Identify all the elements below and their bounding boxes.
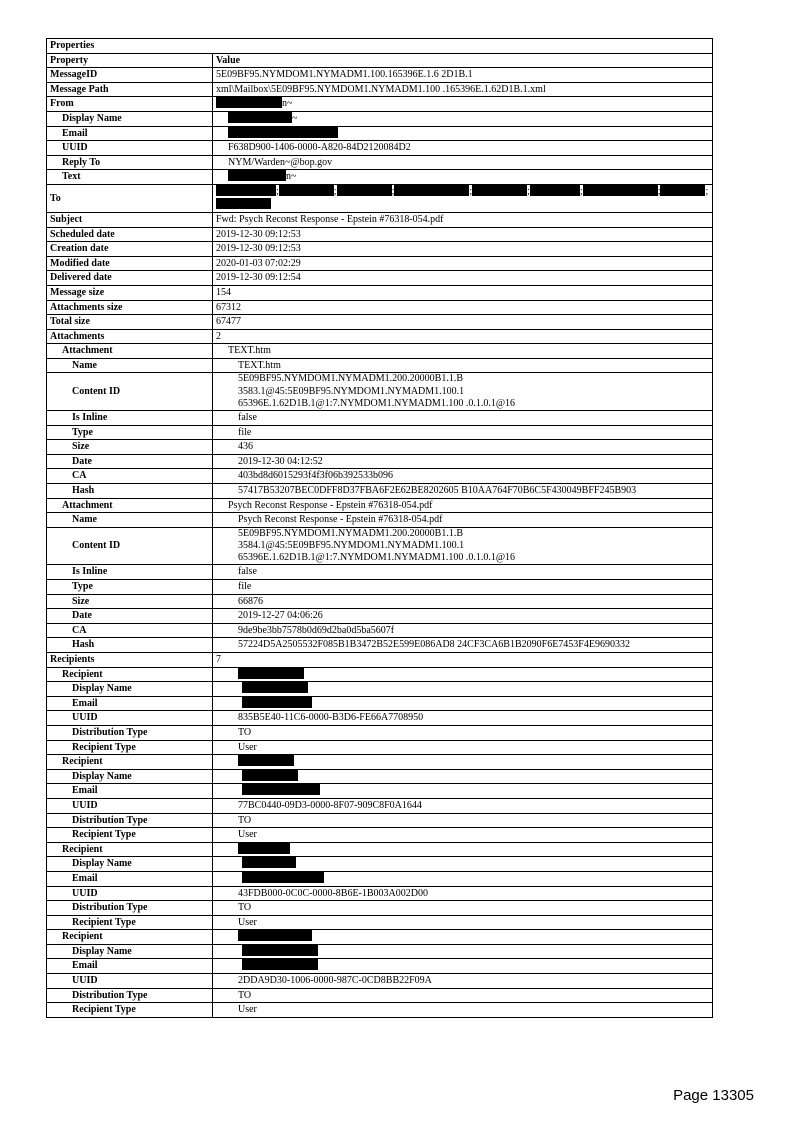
table-row	[47, 667, 713, 682]
redaction-block	[216, 185, 276, 196]
property-modified-date-label: Modified date	[47, 256, 213, 271]
property-date-value: 2019-12-30 04:12:52	[213, 454, 713, 469]
property-attachment-label: Attachment	[47, 498, 213, 513]
property-subject-value: Fwd: Psych Reconst Response - Epstein #76318-054.pdf	[213, 212, 713, 227]
property-total-size-label: Total size	[47, 315, 213, 330]
property-size-label: Size	[47, 594, 213, 609]
table-row	[47, 930, 713, 945]
property-date-value: 2019-12-27 04:06:26	[213, 609, 713, 624]
separator: ;	[579, 186, 583, 198]
table-row	[47, 184, 713, 212]
property-distribution-type-value: TO	[213, 988, 713, 1003]
redaction-block	[242, 959, 318, 970]
property-uuid-value: 77BC0440-09D3-0000-8F07-909C8F0A1644	[213, 798, 713, 813]
property-attachments-label: Attachments	[47, 329, 213, 344]
property-attachment-value: TEXT.htm	[213, 344, 713, 359]
redaction-block	[530, 185, 580, 196]
property-attachment-value: Psych Reconst Response - Epstein #76318-054.pdf	[213, 498, 713, 513]
property-message-size-value: 154	[213, 285, 713, 300]
property-uuid-label: UUID	[47, 974, 213, 989]
property-recipient-value	[213, 930, 713, 945]
property-recipient-type-value: User	[213, 1003, 713, 1018]
table-row	[47, 769, 713, 784]
property-email-label: Email	[47, 784, 213, 799]
content-id-line: 65396E.1.62D1B.1@1:7.NYMDOM1.NYMADM1.100 .0.1.0.1@16	[238, 552, 516, 564]
table-row	[47, 111, 713, 126]
property-type-label: Type	[47, 425, 213, 440]
property-attachments-size-value: 67312	[213, 300, 713, 315]
table-row	[47, 638, 713, 653]
separator: ;	[333, 186, 337, 198]
property-reply-to-value: NYM/Warden~@bop.gov	[213, 155, 713, 170]
property-text-label: Text	[47, 170, 213, 185]
table-row	[47, 315, 713, 330]
table-row	[47, 440, 713, 455]
table-row	[47, 828, 713, 843]
property-message-size-label: Message size	[47, 285, 213, 300]
property-hash-label: Hash	[47, 638, 213, 653]
property-display-name-label: Display Name	[47, 944, 213, 959]
property-size-label: Size	[47, 440, 213, 455]
property-uuid-label: UUID	[47, 141, 213, 156]
content-id-line: 65396E.1.62D1B.1@1:7.NYMDOM1.NYMADM1.100 .0.1.0.1@16	[238, 397, 516, 409]
property-email-value	[213, 126, 713, 141]
table-row	[47, 886, 713, 901]
property-attachments-size-label: Attachments size	[47, 300, 213, 315]
property-creation-date-value: 2019-12-30 09:12:53	[213, 242, 713, 257]
redaction-block	[242, 770, 298, 781]
table-row	[47, 959, 713, 974]
table-row	[47, 126, 713, 141]
property-name-label: Name	[47, 358, 213, 373]
property-attachment-label: Attachment	[47, 344, 213, 359]
property-name-value: Psych Reconst Response - Epstein #76318-054.pdf	[213, 513, 713, 528]
property-uuid-value: 43FDB000-0C0C-0000-8B6E-1B003A002D00	[213, 886, 713, 901]
property-display-name-label: Display Name	[47, 769, 213, 784]
table-row	[47, 682, 713, 697]
table-row	[47, 469, 713, 484]
table-row	[47, 411, 713, 426]
property-recipients-label: Recipients	[47, 653, 213, 668]
property-ca-value: 9de9be3bb7578b0d69d2ba0d5ba5607f	[213, 623, 713, 638]
property-recipient-label: Recipient	[47, 667, 213, 682]
property-content-id-value	[213, 373, 713, 411]
redaction-block	[238, 930, 312, 941]
property-recipient-value	[213, 842, 713, 857]
property-email-value	[213, 871, 713, 886]
property-hash-label: Hash	[47, 484, 213, 499]
property-is-inline-label: Is Inline	[47, 565, 213, 580]
content-id-line: 5E09BF95.NYMDOM1.NYMADM1.200.20000B1.1.B	[238, 527, 464, 539]
content-id-line: 3583.1@45:5E09BF95.NYMDOM1.NYMADM1.100.1	[238, 385, 465, 397]
property-recipient-type-label: Recipient Type	[47, 740, 213, 755]
separator: ;	[391, 186, 395, 198]
property-recipient-type-value: User	[213, 740, 713, 755]
separator: ;	[657, 186, 661, 198]
property-distribution-type-label: Distribution Type	[47, 988, 213, 1003]
property-recipient-type-label: Recipient Type	[47, 915, 213, 930]
property-modified-date-value: 2020-01-03 07:02:29	[213, 256, 713, 271]
property-type-value: file	[213, 425, 713, 440]
property-message-path-label: Message Path	[47, 82, 213, 97]
property-to-value	[213, 184, 713, 212]
redaction-block	[228, 127, 288, 138]
section-title: Properties	[47, 39, 713, 54]
table-row	[47, 256, 713, 271]
property-delivered-date-label: Delivered date	[47, 271, 213, 286]
table-row	[47, 740, 713, 755]
property-email-label: Email	[47, 126, 213, 141]
property-message-path-value: xml\Mailbox\5E09BF95.NYMDOM1.NYMADM1.100 .165396E.1.62D1B.1.xml	[213, 82, 713, 97]
property-uuid-label: UUID	[47, 798, 213, 813]
table-row	[47, 498, 713, 513]
property-content-id-value	[213, 527, 713, 565]
column-header-value: Value	[213, 53, 713, 68]
table-row	[47, 141, 713, 156]
table-row	[47, 565, 713, 580]
table-row	[47, 901, 713, 916]
table-row	[47, 425, 713, 440]
redaction-block	[228, 112, 292, 123]
table-row	[47, 527, 713, 565]
property-content-id-label: Content ID	[47, 527, 213, 565]
table-row	[47, 1003, 713, 1018]
property-to-label: To	[47, 184, 213, 212]
separator: ;	[469, 186, 473, 198]
property-distribution-type-label: Distribution Type	[47, 813, 213, 828]
property-scheduled-date-value: 2019-12-30 09:12:53	[213, 227, 713, 242]
table-row	[47, 344, 713, 359]
redaction-block	[242, 872, 324, 883]
property-uuid-value: 835B5E40-11C6-0000-B3D6-FE66A7708950	[213, 711, 713, 726]
redaction-block	[583, 185, 658, 196]
table-row	[47, 68, 713, 83]
table-header-row	[47, 53, 713, 68]
property-recipient-type-label: Recipient Type	[47, 1003, 213, 1018]
table-row	[47, 285, 713, 300]
table-row	[47, 227, 713, 242]
property-recipient-label: Recipient	[47, 842, 213, 857]
property-messageid-value: 5E09BF95.NYMDOM1.NYMADM1.100.165396E.1.6 2D1B.1	[213, 68, 713, 83]
property-date-label: Date	[47, 609, 213, 624]
redaction-block	[337, 185, 392, 196]
property-distribution-type-value: TO	[213, 725, 713, 740]
property-distribution-type-value: TO	[213, 813, 713, 828]
property-delivered-date-value: 2019-12-30 09:12:54	[213, 271, 713, 286]
table-row	[47, 974, 713, 989]
property-display-name-label: Display Name	[47, 857, 213, 872]
table-row	[47, 755, 713, 770]
property-distribution-type-value: TO	[213, 901, 713, 916]
property-size-value: 66876	[213, 594, 713, 609]
property-recipient-label: Recipient	[47, 930, 213, 945]
property-uuid-label: UUID	[47, 886, 213, 901]
table-row	[47, 373, 713, 411]
content-id-line: 5E09BF95.NYMDOM1.NYMADM1.200.20000B1.1.B	[238, 373, 464, 385]
property-total-size-value: 67477	[213, 315, 713, 330]
property-is-inline-label: Is Inline	[47, 411, 213, 426]
table-row	[47, 798, 713, 813]
table-row	[47, 623, 713, 638]
property-email-label: Email	[47, 696, 213, 711]
redaction-block	[238, 668, 304, 679]
table-row	[47, 857, 713, 872]
property-scheduled-date-label: Scheduled date	[47, 227, 213, 242]
redaction-block	[238, 843, 290, 854]
table-row	[47, 653, 713, 668]
property-display-name-value	[213, 769, 713, 784]
redaction-block	[391, 185, 469, 198]
table-row	[47, 97, 713, 112]
table-row	[47, 454, 713, 469]
property-recipient-value	[213, 755, 713, 770]
property-is-inline-value: false	[213, 411, 713, 426]
section-title-row	[47, 39, 713, 54]
table-row	[47, 988, 713, 1003]
content-id-line: 3584.1@45:5E09BF95.NYMDOM1.NYMADM1.100.1	[238, 540, 465, 552]
property-distribution-type-label: Distribution Type	[47, 725, 213, 740]
redaction-block	[242, 857, 296, 868]
redaction-suffix: n~	[282, 98, 293, 110]
table-row	[47, 580, 713, 595]
property-recipients-value: 7	[213, 653, 713, 668]
property-display-name-label: Display Name	[47, 682, 213, 697]
redaction-block	[472, 185, 527, 196]
redaction-block	[288, 127, 338, 138]
table-row	[47, 915, 713, 930]
table-row	[47, 329, 713, 344]
table-row	[47, 271, 713, 286]
property-ca-label: CA	[47, 623, 213, 638]
property-subject-label: Subject	[47, 212, 213, 227]
property-from-value	[213, 97, 713, 112]
table-row	[47, 155, 713, 170]
redaction-block	[242, 682, 308, 693]
separator: ;	[276, 186, 279, 198]
property-ca-value: 403bd8d6015293f4f3f06b392533b096	[213, 469, 713, 484]
property-display-name-value	[213, 111, 713, 126]
property-messageid-label: MessageID	[47, 68, 213, 83]
property-uuid-label: UUID	[47, 711, 213, 726]
property-uuid-value: 2DDA9D30-1006-0000-987C-0CD8BB22F09A	[213, 974, 713, 989]
property-text-value	[213, 170, 713, 185]
table-row	[47, 170, 713, 185]
redaction-block	[228, 170, 286, 181]
table-row	[47, 784, 713, 799]
property-email-value	[213, 784, 713, 799]
property-display-name-label: Display Name	[47, 111, 213, 126]
property-email-label: Email	[47, 871, 213, 886]
redaction-suffix: n~	[286, 171, 297, 183]
property-recipient-type-label: Recipient Type	[47, 828, 213, 843]
property-reply-to-label: Reply To	[47, 155, 213, 170]
redaction-block	[242, 697, 312, 708]
property-hash-value: 57224D5A2505532F085B1B3472B52E599E086AD8 24CF3CA6B1B2090F6E7453F4E9690332	[213, 638, 713, 653]
property-email-label: Email	[47, 959, 213, 974]
property-content-id-label: Content ID	[47, 373, 213, 411]
separator: ;	[705, 186, 709, 198]
redaction-block	[279, 185, 334, 196]
table-row	[47, 484, 713, 499]
table-row	[47, 725, 713, 740]
property-display-name-value	[213, 857, 713, 872]
table-row	[47, 358, 713, 373]
table-row	[47, 300, 713, 315]
table-row	[47, 842, 713, 857]
table-row	[47, 944, 713, 959]
property-display-name-value	[213, 944, 713, 959]
property-ca-label: CA	[47, 469, 213, 484]
property-hash-value: 57417B53207BEC0DFF8D37FBA6F2E62BE8202605 B10AA764F70B6C5F430049BFF245B903	[213, 484, 713, 499]
redaction-block	[657, 185, 705, 198]
property-distribution-type-label: Distribution Type	[47, 901, 213, 916]
table-row	[47, 513, 713, 528]
property-type-value: file	[213, 580, 713, 595]
property-name-value: TEXT.htm	[213, 358, 713, 373]
column-header-property: Property	[47, 53, 213, 68]
redaction-block	[216, 97, 282, 108]
table-row	[47, 212, 713, 227]
redaction-block	[242, 784, 320, 795]
property-size-value: 436	[213, 440, 713, 455]
table-row	[47, 711, 713, 726]
separator: ;	[527, 186, 530, 198]
property-email-value	[213, 959, 713, 974]
table-row	[47, 609, 713, 624]
table-row	[47, 594, 713, 609]
property-recipient-type-value: User	[213, 828, 713, 843]
table-row	[47, 871, 713, 886]
property-from-label: From	[47, 97, 213, 112]
property-email-value	[213, 696, 713, 711]
property-creation-date-label: Creation date	[47, 242, 213, 257]
redaction-block	[216, 198, 271, 209]
property-display-name-value	[213, 682, 713, 697]
property-is-inline-value: false	[213, 565, 713, 580]
properties-table	[46, 38, 713, 1018]
table-row	[47, 242, 713, 257]
redaction-block	[242, 945, 318, 956]
table-row	[47, 82, 713, 97]
property-recipient-label: Recipient	[47, 755, 213, 770]
property-name-label: Name	[47, 513, 213, 528]
table-row	[47, 813, 713, 828]
property-recipient-value	[213, 667, 713, 682]
redaction-suffix: ~	[292, 112, 298, 124]
page-number: Page 13305	[673, 1087, 754, 1104]
property-uuid-value: F638D900-1406-0000-A820-84D2120084D2	[213, 141, 713, 156]
property-date-label: Date	[47, 454, 213, 469]
redaction-block	[238, 755, 294, 766]
property-type-label: Type	[47, 580, 213, 595]
property-attachments-value: 2	[213, 329, 713, 344]
table-row	[47, 696, 713, 711]
property-recipient-type-value: User	[213, 915, 713, 930]
